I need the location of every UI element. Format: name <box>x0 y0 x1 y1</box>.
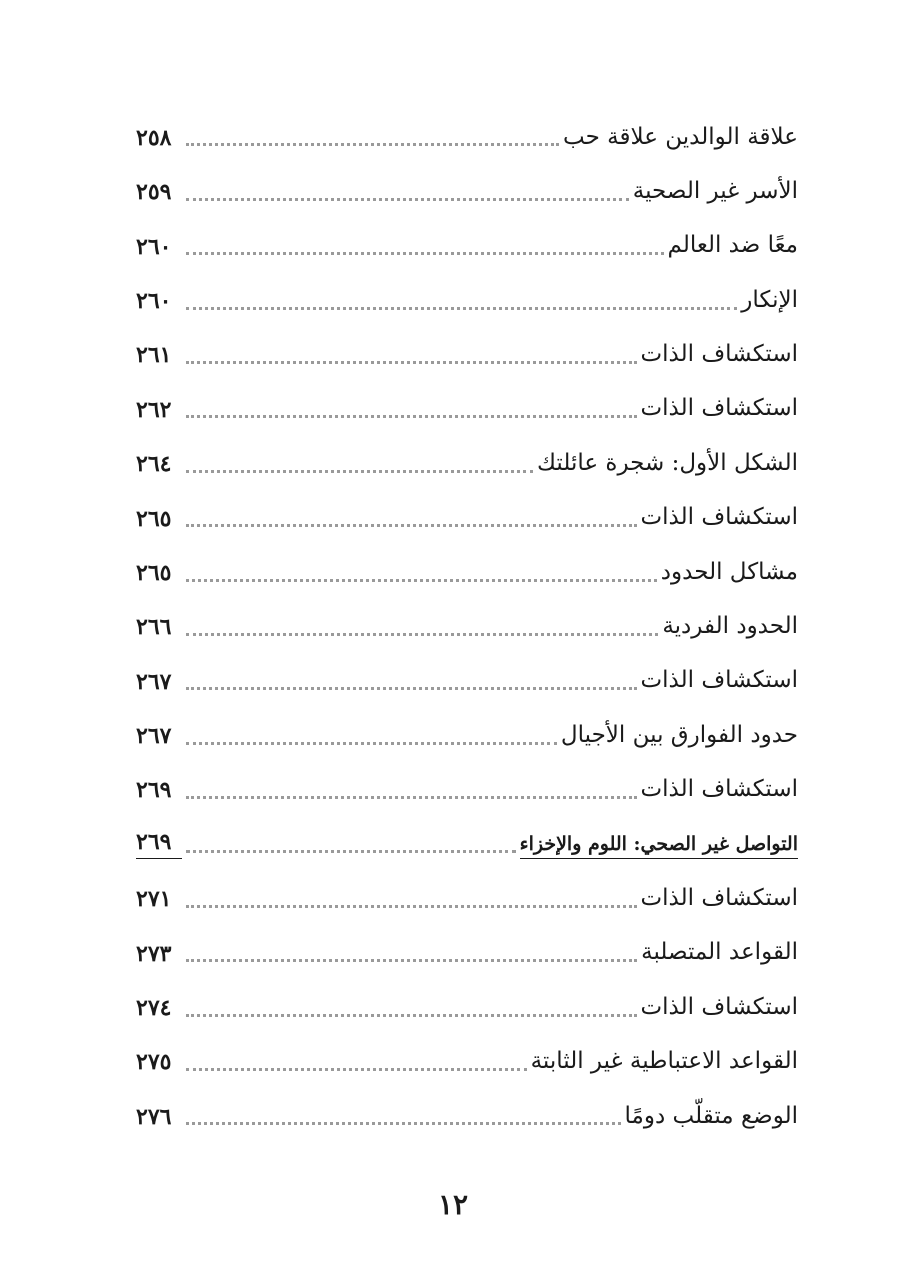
dot-leader <box>186 905 637 908</box>
dot-leader <box>186 959 637 962</box>
toc-entry-title: استكشاف الذات <box>640 993 798 1020</box>
toc-entry-title: علاقة الوالدين علاقة حب <box>563 123 798 150</box>
toc-entry[interactable] <box>136 162 798 216</box>
toc-entry-page: ٢٦٥ <box>136 505 172 532</box>
toc-entry[interactable] <box>136 380 798 434</box>
dot-leader <box>186 1068 527 1071</box>
toc-entry-title: استكشاف الذات <box>640 884 798 911</box>
toc-entry[interactable] <box>136 869 798 923</box>
dot-leader <box>186 579 657 582</box>
dot-leader <box>186 307 737 310</box>
toc-entry-page: ٢٦٧ <box>136 668 172 695</box>
toc-entry-title: القواعد المتصلبة <box>641 939 798 966</box>
dot-leader <box>186 1122 621 1125</box>
toc-entry-page: ٢٧٣ <box>136 940 172 967</box>
toc-heading-title: التواصل غير الصحي: اللوم والإخزاء <box>520 832 798 860</box>
toc-entry-title: القواعد الاعتباطية غير الثابتة <box>530 1048 798 1075</box>
dot-leader <box>186 850 516 853</box>
toc-entry[interactable] <box>136 217 798 271</box>
dot-leader <box>186 687 637 690</box>
toc-entry-title: الأسر غير الصحية <box>632 177 798 204</box>
toc-entry-page: ٢٦١ <box>136 342 172 369</box>
toc-entry-page: ٢٧٤ <box>136 995 172 1022</box>
toc-entry-page: ٢٦٠ <box>136 233 172 260</box>
toc-entry[interactable] <box>136 489 798 543</box>
toc-entry-title: الوضع متقلّب دومًا <box>624 1102 798 1129</box>
dot-leader <box>186 415 637 418</box>
dot-leader <box>186 361 637 364</box>
toc-entry-page: ٢٧٦ <box>136 1103 172 1130</box>
toc-entry-title: حدود الفوارق بين الأجيال <box>560 721 798 748</box>
toc-entry-title: استكشاف الذات <box>640 504 798 531</box>
toc-entry[interactable] <box>136 1087 798 1141</box>
toc-entry-page: ٢٦٩ <box>136 777 172 804</box>
table-of-contents <box>136 108 798 1141</box>
toc-entry[interactable] <box>136 1033 798 1087</box>
toc-entry-title: مشاكل الحدود <box>660 558 798 585</box>
page-number: ١٢ <box>437 1188 469 1221</box>
toc-entry[interactable] <box>136 271 798 325</box>
toc-entry[interactable] <box>136 434 798 488</box>
toc-heading-page: ٢٦٩ <box>136 828 182 860</box>
toc-entry[interactable] <box>136 543 798 597</box>
dot-leader <box>186 742 557 745</box>
toc-entry-title: معًا ضد العالم <box>667 232 798 259</box>
toc-entry-page: ٢٦٧ <box>136 723 172 750</box>
toc-entry-page: ٢٦٤ <box>136 451 172 478</box>
toc-entry[interactable] <box>136 978 798 1032</box>
toc-entry-title: استكشاف الذات <box>640 667 798 694</box>
toc-entry-page: ٢٧٥ <box>136 1049 172 1076</box>
toc-entry[interactable] <box>136 326 798 380</box>
toc-entry[interactable] <box>136 652 798 706</box>
toc-entry[interactable] <box>136 924 798 978</box>
dot-leader <box>186 143 559 146</box>
toc-entry-title: استكشاف الذات <box>640 395 798 422</box>
toc-entry[interactable] <box>136 598 798 652</box>
toc-entry-title: استكشاف الذات <box>640 341 798 368</box>
dot-leader <box>186 470 533 473</box>
toc-entry-page: ٢٥٩ <box>136 179 172 206</box>
dot-leader <box>186 633 658 636</box>
toc-entry-title: استكشاف الذات <box>640 776 798 803</box>
toc-entry-page: ٢٦٥ <box>136 559 172 586</box>
dot-leader <box>186 198 629 201</box>
toc-section-heading[interactable] <box>136 815 798 869</box>
toc-entry-page: ٢٦٢ <box>136 396 172 423</box>
toc-entry[interactable] <box>136 108 798 162</box>
dot-leader <box>186 252 664 255</box>
dot-leader <box>186 796 637 799</box>
toc-entry-page: ٢٥٨ <box>136 124 172 151</box>
toc-entry[interactable] <box>136 761 798 815</box>
dot-leader <box>186 1014 637 1017</box>
toc-entry[interactable] <box>136 706 798 760</box>
toc-entry-page: ٢٦٠ <box>136 287 172 314</box>
toc-entry-page: ٢٧١ <box>136 886 172 913</box>
toc-entry-page: ٢٦٦ <box>136 614 172 641</box>
toc-entry-title: الحدود الفردية <box>662 613 798 640</box>
toc-entry-title: الإنكار <box>741 286 798 313</box>
toc-entry-title: الشكل الأول: شجرة عائلتك <box>537 449 798 476</box>
dot-leader <box>186 524 637 527</box>
